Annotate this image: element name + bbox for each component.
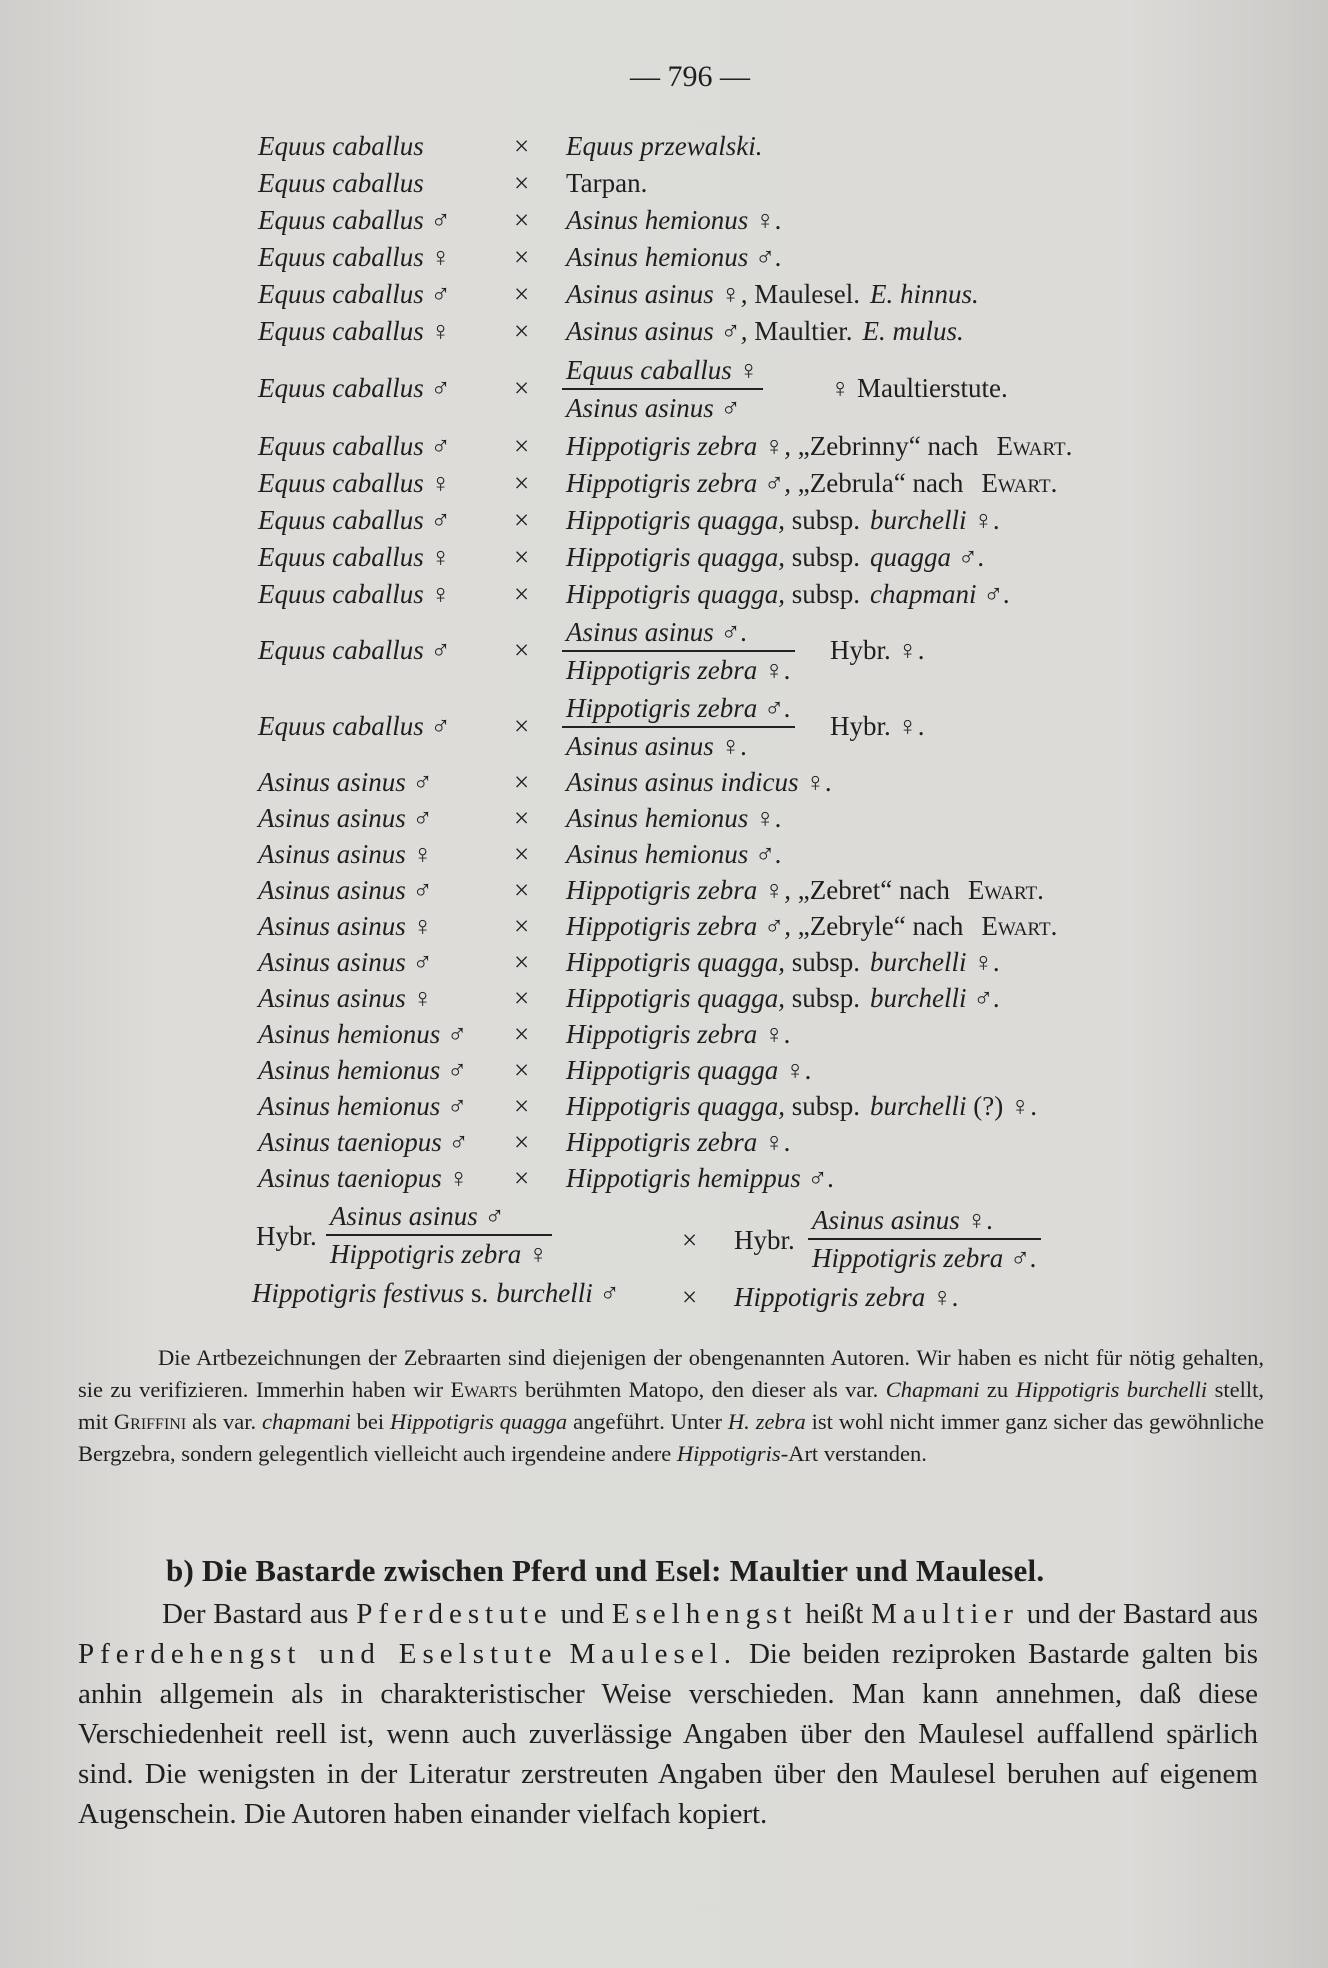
note-text — [78, 1342, 1264, 1470]
left-parent: Asinus asinus ♂ — [258, 875, 433, 905]
cross-row — [0, 239, 1328, 275]
spaced-term: Pferdestute — [356, 1598, 553, 1630]
left-parent: Equus caballus ♀ — [258, 316, 451, 346]
plain-text: „Zebrula“ nach — [791, 468, 964, 498]
right-parent — [566, 908, 1057, 944]
plain-text: subsp. — [785, 983, 861, 1013]
cross-row — [0, 800, 1328, 836]
cross-sign: × — [514, 279, 530, 309]
body-text — [78, 1594, 1258, 1834]
spaced-term: Maultier — [871, 1598, 1019, 1630]
taxon-name: quagga ♂. — [870, 542, 985, 572]
taxon-name: Hippotigris quagga, — [566, 542, 786, 572]
cross-sign: × — [682, 1225, 698, 1255]
body-span: Die beiden reziproken Bastarde galten bis anhin allgemein als in charakteristischer Weise verschieden. Man kann annehmen, daß diese Verschiedenheit reell ist, wenn auch zuverlässige Angaben über den Maulesel auffallend spärlich sind. Die wenigsten in der Literatur zerstreuten Angaben über den Maulesel beruhen auf eigenem Augenschein. Die Autoren haben einander vielfach kopiert. — [78, 1638, 1258, 1830]
left-parent: Equus caballus ♂ — [258, 205, 451, 235]
cross-sign: × — [514, 542, 530, 572]
cross-sign: × — [514, 242, 530, 272]
plain-text: Tarpan. — [566, 168, 648, 198]
body-span: Der Bastard aus — [162, 1598, 357, 1630]
taxon-name: Asinus asinus ♂, — [566, 316, 748, 346]
note-span: bei — [350, 1409, 390, 1434]
plain-text: „Zebret“ nach — [791, 875, 950, 905]
cross-row — [0, 1160, 1328, 1196]
spaced-term: Eselhengst — [611, 1598, 798, 1630]
note-span: -Art verstanden. — [780, 1441, 927, 1466]
plain-text: subsp. — [785, 542, 861, 572]
cross-row — [0, 502, 1328, 538]
fraction-result: Hybr. ♀. — [830, 711, 925, 741]
left-parent: Asinus asinus ♂ — [258, 767, 433, 797]
cross-sign: × — [514, 983, 530, 1013]
denominator: Asinus asinus ♀. — [562, 726, 795, 764]
cross-sign: × — [514, 803, 530, 833]
author-name: Ewart. — [996, 431, 1073, 461]
taxon-name: Hippotigris zebra ♂, — [566, 468, 792, 498]
right-parent — [566, 502, 1008, 538]
left-parent: Asinus asinus ♂ — [258, 947, 433, 977]
plain-text: „Zebryle“ nach — [791, 911, 964, 941]
spaced-term: Maulesel. — [569, 1638, 738, 1670]
taxon-name: Asinus hemionus ♀. — [566, 205, 782, 235]
right-parent — [566, 980, 1008, 1016]
taxon-name: Hippotigris quagga, — [566, 579, 786, 609]
left-parent: Equus caballus ♀ — [258, 242, 451, 272]
taxon-name: H. zebra — [727, 1409, 806, 1434]
cross-row — [0, 1088, 1328, 1124]
numerator: Asinus asinus ♂ — [330, 1201, 505, 1231]
denominator: Hippotigris zebra ♀. — [562, 650, 795, 688]
right-parent — [566, 1016, 809, 1052]
denominator: Hippotigris zebra ♀ — [326, 1234, 552, 1272]
cross-sign: × — [514, 1019, 530, 1049]
author-name: Ewart. — [967, 875, 1044, 905]
cross-sign: × — [514, 205, 530, 235]
taxon-name: Asinus asinus indicus ♀. — [566, 767, 833, 797]
numerator: Asinus asinus ♂. — [566, 617, 748, 647]
left-parent: Equus caballus ♂ — [258, 373, 451, 403]
right-parent — [566, 313, 972, 349]
taxon-name: Hippotigris quagga, — [566, 947, 786, 977]
fraction — [562, 690, 795, 764]
left-parent: Equus caballus ♀ — [258, 542, 451, 572]
cross-sign: × — [514, 316, 530, 346]
author-name: Ewart. — [981, 468, 1058, 498]
left-parent: Asinus hemionus ♂ — [258, 1019, 468, 1049]
plain-text: subsp. — [785, 1091, 861, 1121]
left-parent: Equus caballus ♀ — [258, 579, 451, 609]
right-parent — [566, 465, 1057, 501]
right-parent — [566, 800, 800, 836]
cross-sign: × — [514, 711, 530, 741]
taxon-name: chapmani ♂. — [870, 579, 1011, 609]
cross-row — [0, 276, 1328, 312]
left-parent: Equus caballus — [258, 168, 424, 198]
cross-sign: × — [514, 431, 530, 461]
numerator: Asinus asinus ♀. — [812, 1205, 994, 1235]
author-name: Ewart. — [981, 911, 1058, 941]
fraction-result: ♀ Maultierstute. — [830, 373, 1008, 403]
left-parent: Asinus taeniopus ♂ — [258, 1127, 469, 1157]
right-parent — [566, 944, 1008, 980]
plain-text: subsp. — [785, 579, 861, 609]
plain-text: Maulesel. — [747, 279, 861, 309]
taxon-name: Asinus asinus ♀, — [566, 279, 748, 309]
footnote-paragraph — [78, 1342, 1264, 1470]
taxon-name: Hippotigris hemippus ♂. — [566, 1163, 835, 1193]
right-parent — [566, 202, 800, 238]
taxon-name: chapmani — [261, 1409, 351, 1434]
taxon-name: Equus przewalski. — [566, 131, 763, 161]
cross-row — [0, 165, 1328, 201]
cross-sign: × — [514, 875, 530, 905]
left-parent: Equus caballus ♂ — [258, 711, 451, 741]
taxon-name: burchelli ♀. — [870, 947, 1001, 977]
right-parent — [566, 872, 1044, 908]
body-span: heißt — [797, 1598, 872, 1630]
taxon-name: burchelli ♀. — [870, 505, 1001, 535]
right-parent — [566, 128, 781, 164]
author-name: Ewarts — [450, 1377, 518, 1402]
cross-sign: × — [514, 373, 530, 403]
denominator: Asinus asinus ♂ — [562, 388, 763, 426]
body-span — [558, 1638, 570, 1670]
body-span: und der Bastard aus — [1018, 1598, 1259, 1630]
note-span: angeführt. Unter — [567, 1409, 728, 1434]
note-span: als var. — [186, 1409, 262, 1434]
note-span: ist wohl nicht immer ganz sicher das gewöhnliche Bergzebra, sondern gelegentlich vielleicht auch irgendeine andere — [78, 1409, 1264, 1466]
cross-row — [0, 1052, 1328, 1088]
fraction — [562, 352, 763, 426]
taxon-name: E. mulus. — [862, 316, 964, 346]
cross-row — [0, 576, 1328, 612]
left-parent: Asinus taeniopus ♀ — [258, 1163, 469, 1193]
taxon-name: Hippotigris zebra ♀. — [566, 1127, 792, 1157]
cross-sign: × — [514, 911, 530, 941]
section-heading: b) Die Bastarde zwischen Pferd und Esel: Maultier und Maulesel. — [166, 1553, 1045, 1588]
taxon-name: Hippotigris zebra ♀, — [566, 875, 792, 905]
cross-row — [0, 764, 1328, 800]
hybr-label: Hybr. — [256, 1221, 317, 1251]
right-parent — [566, 276, 987, 312]
right-parent — [566, 1160, 853, 1196]
note-span: berühmten Matopo, den dieser als var. — [517, 1377, 886, 1402]
cross-row — [0, 944, 1328, 980]
left-parent: Asinus asinus ♂ — [258, 803, 433, 833]
taxon-name: Hippotigris zebra ♀. — [734, 1282, 960, 1312]
left-parent: Equus caballus ♀ — [258, 468, 451, 498]
left-parent: Asinus asinus ♀ — [258, 911, 433, 941]
hybr-label: Hybr. — [734, 1225, 795, 1255]
plain-text: subsp. — [785, 505, 861, 535]
right-parent — [566, 165, 665, 201]
cross-row — [252, 1275, 620, 1311]
right-parent — [566, 764, 850, 800]
cross-sign: × — [514, 505, 530, 535]
taxon-name: Hippotigris zebra ♂, — [566, 911, 792, 941]
note-span: stellt, mit — [78, 1377, 1264, 1434]
cross-sign: × — [514, 168, 530, 198]
taxon-name: Hippotigris zebra ♀. — [566, 1019, 792, 1049]
note-span: zu — [979, 1377, 1016, 1402]
right-parent — [566, 1124, 809, 1160]
cross-row — [0, 872, 1328, 908]
numerator: Equus caballus ♀ — [566, 355, 759, 385]
fraction-result: Hybr. ♀. — [830, 635, 925, 665]
plain-text: subsp. — [785, 947, 861, 977]
left-parent: Asinus hemionus ♂ — [258, 1091, 468, 1121]
left-parent: Equus caballus ♂ — [258, 505, 451, 535]
cross-sign: × — [514, 468, 530, 498]
cross-sign: × — [514, 131, 530, 161]
left-parent: Equus caballus ♂ — [258, 279, 451, 309]
taxon-name: burchelli ♂. — [870, 983, 1001, 1013]
note-span: Die Artbezeichnungen der Zebraarten sind diejenigen der obengenannten Autoren. Wir haben es nicht für nötig gehalten, sie zu verifizieren. Immerhin haben wir — [78, 1345, 1264, 1402]
right-parent — [566, 539, 993, 575]
body-span: und — [552, 1598, 612, 1630]
left-parent: Equus caballus — [258, 131, 424, 161]
left-parent: Asinus asinus ♀ — [258, 839, 433, 869]
right-parent — [566, 1088, 1045, 1124]
cross-row — [0, 465, 1328, 501]
cross-row — [0, 836, 1328, 872]
taxon-name: Asinus hemionus ♂. — [566, 242, 782, 272]
taxon-name: Hippotigris quagga ♀. — [566, 1055, 813, 1085]
cross-sign: × — [514, 767, 530, 797]
taxon-name: burchelli ♂ — [496, 1278, 620, 1308]
taxon-name: Hippotigris quagga, — [566, 1091, 786, 1121]
plain-text: „Zebrinny“ nach — [791, 431, 979, 461]
author-name: Griffini — [113, 1409, 187, 1434]
cross-row — [0, 908, 1328, 944]
fraction — [808, 1202, 1041, 1276]
body-paragraph — [78, 1594, 1258, 1834]
taxon-name: Hippotigris quagga, — [566, 505, 786, 535]
cross-sign: × — [514, 839, 530, 869]
cross-row — [0, 980, 1328, 1016]
right-parent — [566, 836, 800, 872]
taxon-name: Hippotigris festivus — [252, 1278, 465, 1308]
denominator: Hippotigris zebra ♂. — [808, 1238, 1041, 1276]
cross-sign: × — [514, 579, 530, 609]
cross-row — [0, 1124, 1328, 1160]
cross-row — [0, 128, 1328, 164]
left-parent: Asinus hemionus ♂ — [258, 1055, 468, 1085]
taxon-name: burchelli — [870, 1091, 967, 1121]
cross-sign: × — [514, 635, 530, 665]
taxon-name: E. hinnus. — [870, 279, 979, 309]
cross-sign: × — [514, 1127, 530, 1157]
cross-row — [0, 539, 1328, 575]
left-parent: Asinus asinus ♀ — [258, 983, 433, 1013]
cross-row — [0, 313, 1328, 349]
page-number: — 796 — — [630, 60, 750, 93]
cross-sign: × — [514, 947, 530, 977]
cross-row — [0, 1016, 1328, 1052]
right-parent — [566, 1052, 830, 1088]
fraction — [326, 1198, 552, 1272]
right-parent — [566, 428, 1072, 464]
numerator: Hippotigris zebra ♂. — [566, 693, 792, 723]
taxon-name: Asinus hemionus ♂. — [566, 839, 782, 869]
cross-sign: × — [514, 1055, 530, 1085]
plain-text: (?) ♀. — [966, 1091, 1037, 1121]
taxon-name: Asinus hemionus ♀. — [566, 803, 782, 833]
cross-sign: × — [682, 1282, 698, 1312]
taxon-name: Hippotigris quagga — [390, 1409, 568, 1434]
cross-row — [0, 428, 1328, 464]
taxon-name: Hippotigris burchelli — [1015, 1377, 1208, 1402]
taxon-name: Hippotigris quagga, — [566, 983, 786, 1013]
left-parent: Equus caballus ♂ — [258, 431, 451, 461]
taxon-name: Chapmani — [885, 1377, 980, 1402]
cross-row — [0, 202, 1328, 238]
right-parent — [566, 239, 800, 275]
plain-text: s. — [464, 1278, 489, 1308]
right-parent — [566, 576, 1018, 612]
cross-sign: × — [514, 1091, 530, 1121]
taxon-name: Hippotigris zebra ♀, — [566, 431, 792, 461]
fraction — [562, 614, 795, 688]
taxon-name: Hippotigris — [676, 1441, 781, 1466]
spaced-term: Pferdehengst und Eselstute — [78, 1638, 558, 1670]
left-parent: Equus caballus ♂ — [258, 635, 451, 665]
plain-text: Maultier. — [747, 316, 853, 346]
cross-sign: × — [514, 1163, 530, 1193]
